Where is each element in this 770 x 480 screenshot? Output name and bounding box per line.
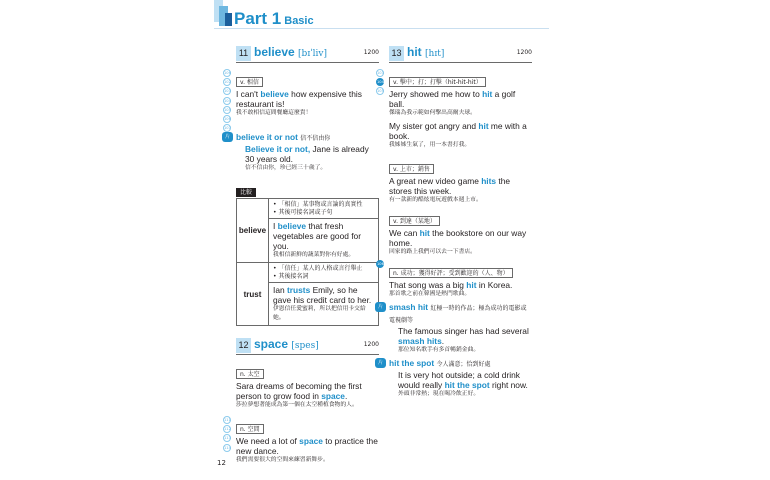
comparison-tag: 比較 bbox=[236, 188, 256, 197]
example-sentence: Sara dreams of becoming the first person to grow food in space. bbox=[236, 381, 362, 401]
translation: 外頭非常熱；現在喝冷飲正好。 bbox=[398, 391, 480, 397]
example-sentence: The famous singer has had several smash hits. bbox=[398, 326, 529, 346]
audio-markers[interactable] bbox=[223, 416, 233, 453]
sense-block bbox=[224, 416, 379, 465]
audio-marker-icon[interactable]: 104 bbox=[377, 80, 384, 85]
translation: 我們需要很大的空間來練習新舞步。 bbox=[236, 457, 329, 463]
level-badge: 1200 bbox=[516, 49, 532, 56]
headword: hit [hɪt] bbox=[407, 45, 445, 59]
translation: 我姊姊生氣了，用一本書打我。 bbox=[389, 142, 471, 148]
audio-marker-icon[interactable]: 104 bbox=[224, 98, 231, 103]
example-sentence: We can hit the bookstore on our way home. bbox=[389, 228, 527, 248]
example-sentence: That song was a big hit in Korea. bbox=[389, 280, 513, 290]
sense-block bbox=[389, 156, 532, 205]
translation: 那首歌之前在韓國是熱門歌曲。 bbox=[389, 291, 471, 297]
audio-marker-icon[interactable]: 105 bbox=[377, 89, 384, 94]
idiom-phrase: smash hit 紅極一時的作品；極為成功的電影或電視劇等 bbox=[389, 302, 527, 324]
part-of-speech: v. 到達（某地） bbox=[389, 216, 440, 226]
audio-marker-icon[interactable]: 111 bbox=[224, 418, 231, 422]
part-of-speech: n. 太空 bbox=[236, 369, 264, 379]
example-sentence: Jerry showed me how to hit a golf ball. bbox=[389, 89, 516, 109]
compare-example: I believe that fresh vegetables are good for you. 我相信新鮮的蔬菜對你有好處。 bbox=[269, 219, 379, 263]
left-column bbox=[224, 45, 379, 468]
translation: 回家的路上我們可以去一下書店。 bbox=[389, 249, 476, 255]
idiom-icon: 片 bbox=[375, 358, 386, 368]
translation: 有一款新的酷炫電玩遊戲本週上市。 bbox=[389, 197, 482, 203]
compare-notes: • 「信任」某人的人格或言行舉止 • 其後接名詞 bbox=[269, 263, 379, 283]
idiom-phrase: believe it or not 信不信由你 bbox=[236, 132, 331, 142]
sense-block bbox=[224, 69, 379, 131]
compare-notes: • 「相信」某事物或言論的真實性 • 其後可接名詞或子句 bbox=[269, 199, 379, 219]
headword: believe [bɪˈliv] bbox=[254, 45, 328, 59]
header-rule bbox=[214, 28, 549, 29]
sense-block bbox=[389, 208, 532, 257]
audio-markers[interactable] bbox=[376, 69, 386, 97]
audio-marker-icon[interactable]: 105 bbox=[224, 107, 231, 112]
audio-marker-icon[interactable]: 106 bbox=[224, 71, 231, 75]
entry-header-space bbox=[236, 338, 379, 355]
translation: 我不敢相信這間餐廳這麼貴！ bbox=[236, 110, 312, 116]
audio-marker-icon[interactable]: 102 bbox=[224, 80, 231, 85]
example-sentence: We need a lot of space to practice the new dance. bbox=[236, 436, 378, 456]
idiom-block bbox=[377, 302, 532, 355]
part-of-speech: n. 空間 bbox=[236, 424, 264, 434]
idiom-icon: 片 bbox=[375, 302, 386, 312]
audio-marker-icon[interactable]: 106 bbox=[377, 262, 384, 266]
entry-number: 13 bbox=[389, 46, 404, 61]
example-sentence: Believe it or not, Jane is already 30 years old. bbox=[245, 144, 369, 164]
idiom-block bbox=[377, 358, 532, 399]
page-title: Part 1 Basic bbox=[234, 9, 314, 28]
audio-markers[interactable] bbox=[223, 69, 233, 133]
comparison-table bbox=[236, 179, 379, 326]
audio-marker-icon[interactable]: 114 bbox=[224, 445, 231, 450]
audio-markers[interactable] bbox=[376, 260, 386, 269]
compare-word: believe bbox=[237, 199, 269, 263]
audio-marker-icon[interactable]: 107 bbox=[224, 126, 231, 131]
idiom-icon: 片 bbox=[222, 132, 233, 142]
idiom-phrase: hit the spot 令人滿意；恰到好處 bbox=[389, 358, 491, 368]
part-of-speech: n. 成功；獲得好評；受到歡迎的（人、物） bbox=[389, 268, 513, 278]
entry-header-believe bbox=[236, 46, 379, 63]
example-sentence: I can't believe how expensive this restaurant is! bbox=[236, 89, 362, 109]
entry-number: 12 bbox=[236, 338, 251, 353]
part-of-speech: v. 相信 bbox=[236, 77, 263, 87]
right-column bbox=[377, 45, 532, 402]
level-badge: 1200 bbox=[363, 341, 379, 348]
audio-marker-icon[interactable]: 103 bbox=[224, 89, 231, 94]
audio-marker-icon[interactable]: 106 bbox=[224, 116, 231, 121]
entry-header-hit bbox=[389, 46, 532, 63]
audio-marker-icon[interactable]: 113 bbox=[224, 436, 231, 441]
compare-word: trust bbox=[237, 263, 269, 326]
sense-block bbox=[377, 69, 532, 150]
idiom-block bbox=[224, 132, 379, 173]
entry-number: 11 bbox=[236, 46, 251, 61]
sense-block bbox=[377, 260, 532, 299]
page-number: 12 bbox=[217, 459, 226, 467]
translation: 傑瑞為我示範如何擊出高爾夫球。 bbox=[389, 110, 476, 116]
part-of-speech: v. 擊中；打；打擊（hit-hit-hit） bbox=[389, 77, 486, 87]
example-sentence: It is very hot outside; a cold drink would really hit the spot right now. bbox=[398, 370, 528, 390]
level-badge: 1200 bbox=[363, 49, 379, 56]
translation: 那位知名歌手有多首暢銷金曲。 bbox=[398, 347, 480, 353]
audio-marker-icon[interactable]: 103 bbox=[377, 71, 384, 75]
header-decoration bbox=[214, 0, 232, 26]
translation: 莎拉夢想著能成為第一個在太空種植食物的人。 bbox=[236, 402, 358, 408]
example-sentence: My sister got angry and hit me with a book. bbox=[389, 121, 527, 141]
part-of-speech: v. 上市；銷售 bbox=[389, 164, 434, 174]
compare-example: Ian trusts Emily, so he gave his credit card to her. 伊恩信任愛蜜莉，所以把信用卡交給她。 bbox=[269, 283, 379, 326]
example-sentence: A great new video game hits the stores this week. bbox=[389, 176, 511, 196]
audio-marker-icon[interactable]: 112 bbox=[224, 427, 231, 432]
headword: space [spes] bbox=[254, 337, 319, 351]
sense-block bbox=[236, 361, 379, 410]
translation: 信不信由你，珍已經三十歲了。 bbox=[245, 165, 327, 171]
